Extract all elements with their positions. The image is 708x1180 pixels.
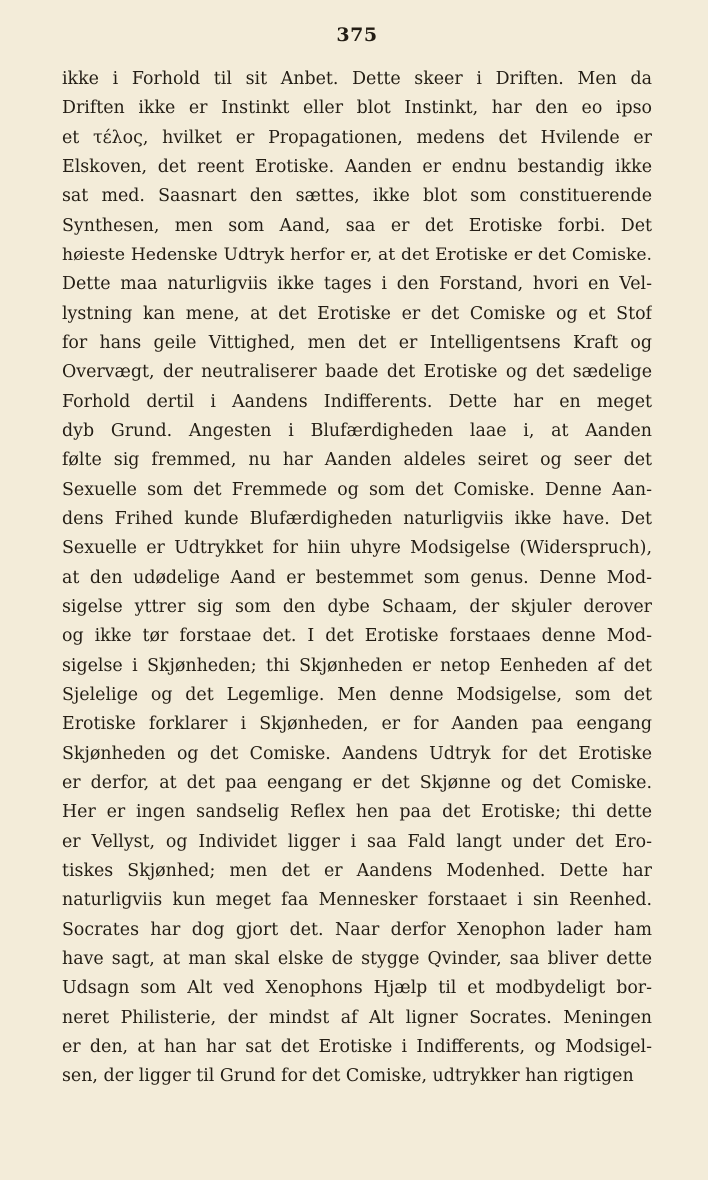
text-line: Forhold dertil i Aandens Indifferents. Dette har en meget — [62, 391, 652, 412]
text-line: Sjelelige og det Legemlige. Men denne Modsigelse, som det — [62, 684, 652, 705]
text-line: dens Frihed kunde Blufærdigheden naturligviis ikke have. Det — [62, 508, 652, 529]
page-number: 375 — [336, 24, 378, 46]
text-line: Udsagn som Alt ved Xenophons Hjælp til et modbydeligt bor- — [62, 978, 652, 999]
text-line: er Vellyst, og Individet ligger i saa Fald langt under det Ero- — [62, 831, 652, 852]
text-line: at den udødelige Aand er bestemmet som genus. Denne Mod- — [62, 567, 652, 588]
text-line: Synthesen, men som Aand, saa er det Erotiske forbi. Det — [62, 215, 652, 236]
text-line: Sexuelle er Udtrykket for hiin uhyre Modsigelse (Widerspruch), — [62, 538, 652, 559]
text-line: følte sig fremmed, nu har Aanden aldeles seiret og seer det — [62, 450, 652, 471]
text-line: Her er ingen sandselig Reflex hen paa det Erotiske; thi dette — [62, 802, 652, 823]
text-line: et τέλος, hvilket er Propagationen, medens det Hvilende er — [62, 127, 652, 148]
text-line: og ikke tør forstaae det. I det Erotiske forstaaes denne Mod- — [62, 626, 652, 647]
text-line: Dette maa naturligviis ikke tages i den Forstand, hvori en Vel- — [62, 274, 652, 295]
text-line: lystning kan mene, at det Erotiske er det Comiske og et Stof — [62, 303, 652, 324]
text-line: have sagt, at man skal elske de stygge Qvinder, saa bliver dette — [62, 948, 652, 969]
text-line: sen, der ligger til Grund for det Comiske, udtrykker han rigtigen — [62, 1066, 634, 1087]
text-line: Overvægt, der neutraliserer baade det Erotiske og det sædelige — [62, 362, 652, 383]
text-line: Elskoven, det reent Erotiske. Aanden er endnu bestandig ikke — [62, 156, 652, 177]
text-line: Skjønheden og det Comiske. Aandens Udtryk for det Erotiske — [62, 743, 652, 764]
text-line: tiskes Skjønhed; men det er Aandens Modenhed. Dette har — [62, 860, 652, 881]
text-line: sigelse i Skjønheden; thi Skjønheden er netop Eenheden af det — [62, 655, 652, 676]
text-line: Driften ikke er Instinkt eller blot Instinkt, har den eo ipso — [62, 98, 652, 119]
text-line: Socrates har dog gjort det. Naar derfor Xenophon lader ham — [62, 919, 652, 940]
text-line: sigelse yttrer sig som den dybe Schaam, der skjuler derover — [62, 596, 652, 617]
text-line: er derfor, at det paa eengang er det Skjønne og det Comiske. — [62, 772, 652, 793]
text-line: høieste Hedenske Udtryk herfor er, at det Erotiske er det Comiske. — [62, 244, 652, 265]
text-line: for hans geile Vittighed, men det er Intelligentsens Kraft og — [62, 332, 652, 353]
text-line: Sexuelle som det Fremmede og som det Comiske. Denne Aan- — [62, 479, 652, 500]
text-line: er den, at han har sat det Erotiske i Indifferents, og Modsigel- — [62, 1036, 652, 1057]
text-line: neret Philisterie, der mindst af Alt ligner Socrates. Meningen — [62, 1007, 652, 1028]
text-line: sat med. Saasnart den sættes, ikke blot som constituerende — [62, 186, 652, 207]
text-line: Erotiske forklarer i Skjønheden, er for Aanden paa eengang — [62, 714, 652, 735]
text-line: naturligviis kun meget faa Mennesker forstaaet i sin Reenhed. — [62, 890, 652, 911]
text-line: ikke i Forhold til sit Anbet. Dette skeer i Driften. Men da — [62, 69, 652, 89]
text-line: dyb Grund. Angesten i Blufærdigheden laae i, at Aanden — [62, 420, 652, 441]
body-text — [62, 65, 652, 1091]
